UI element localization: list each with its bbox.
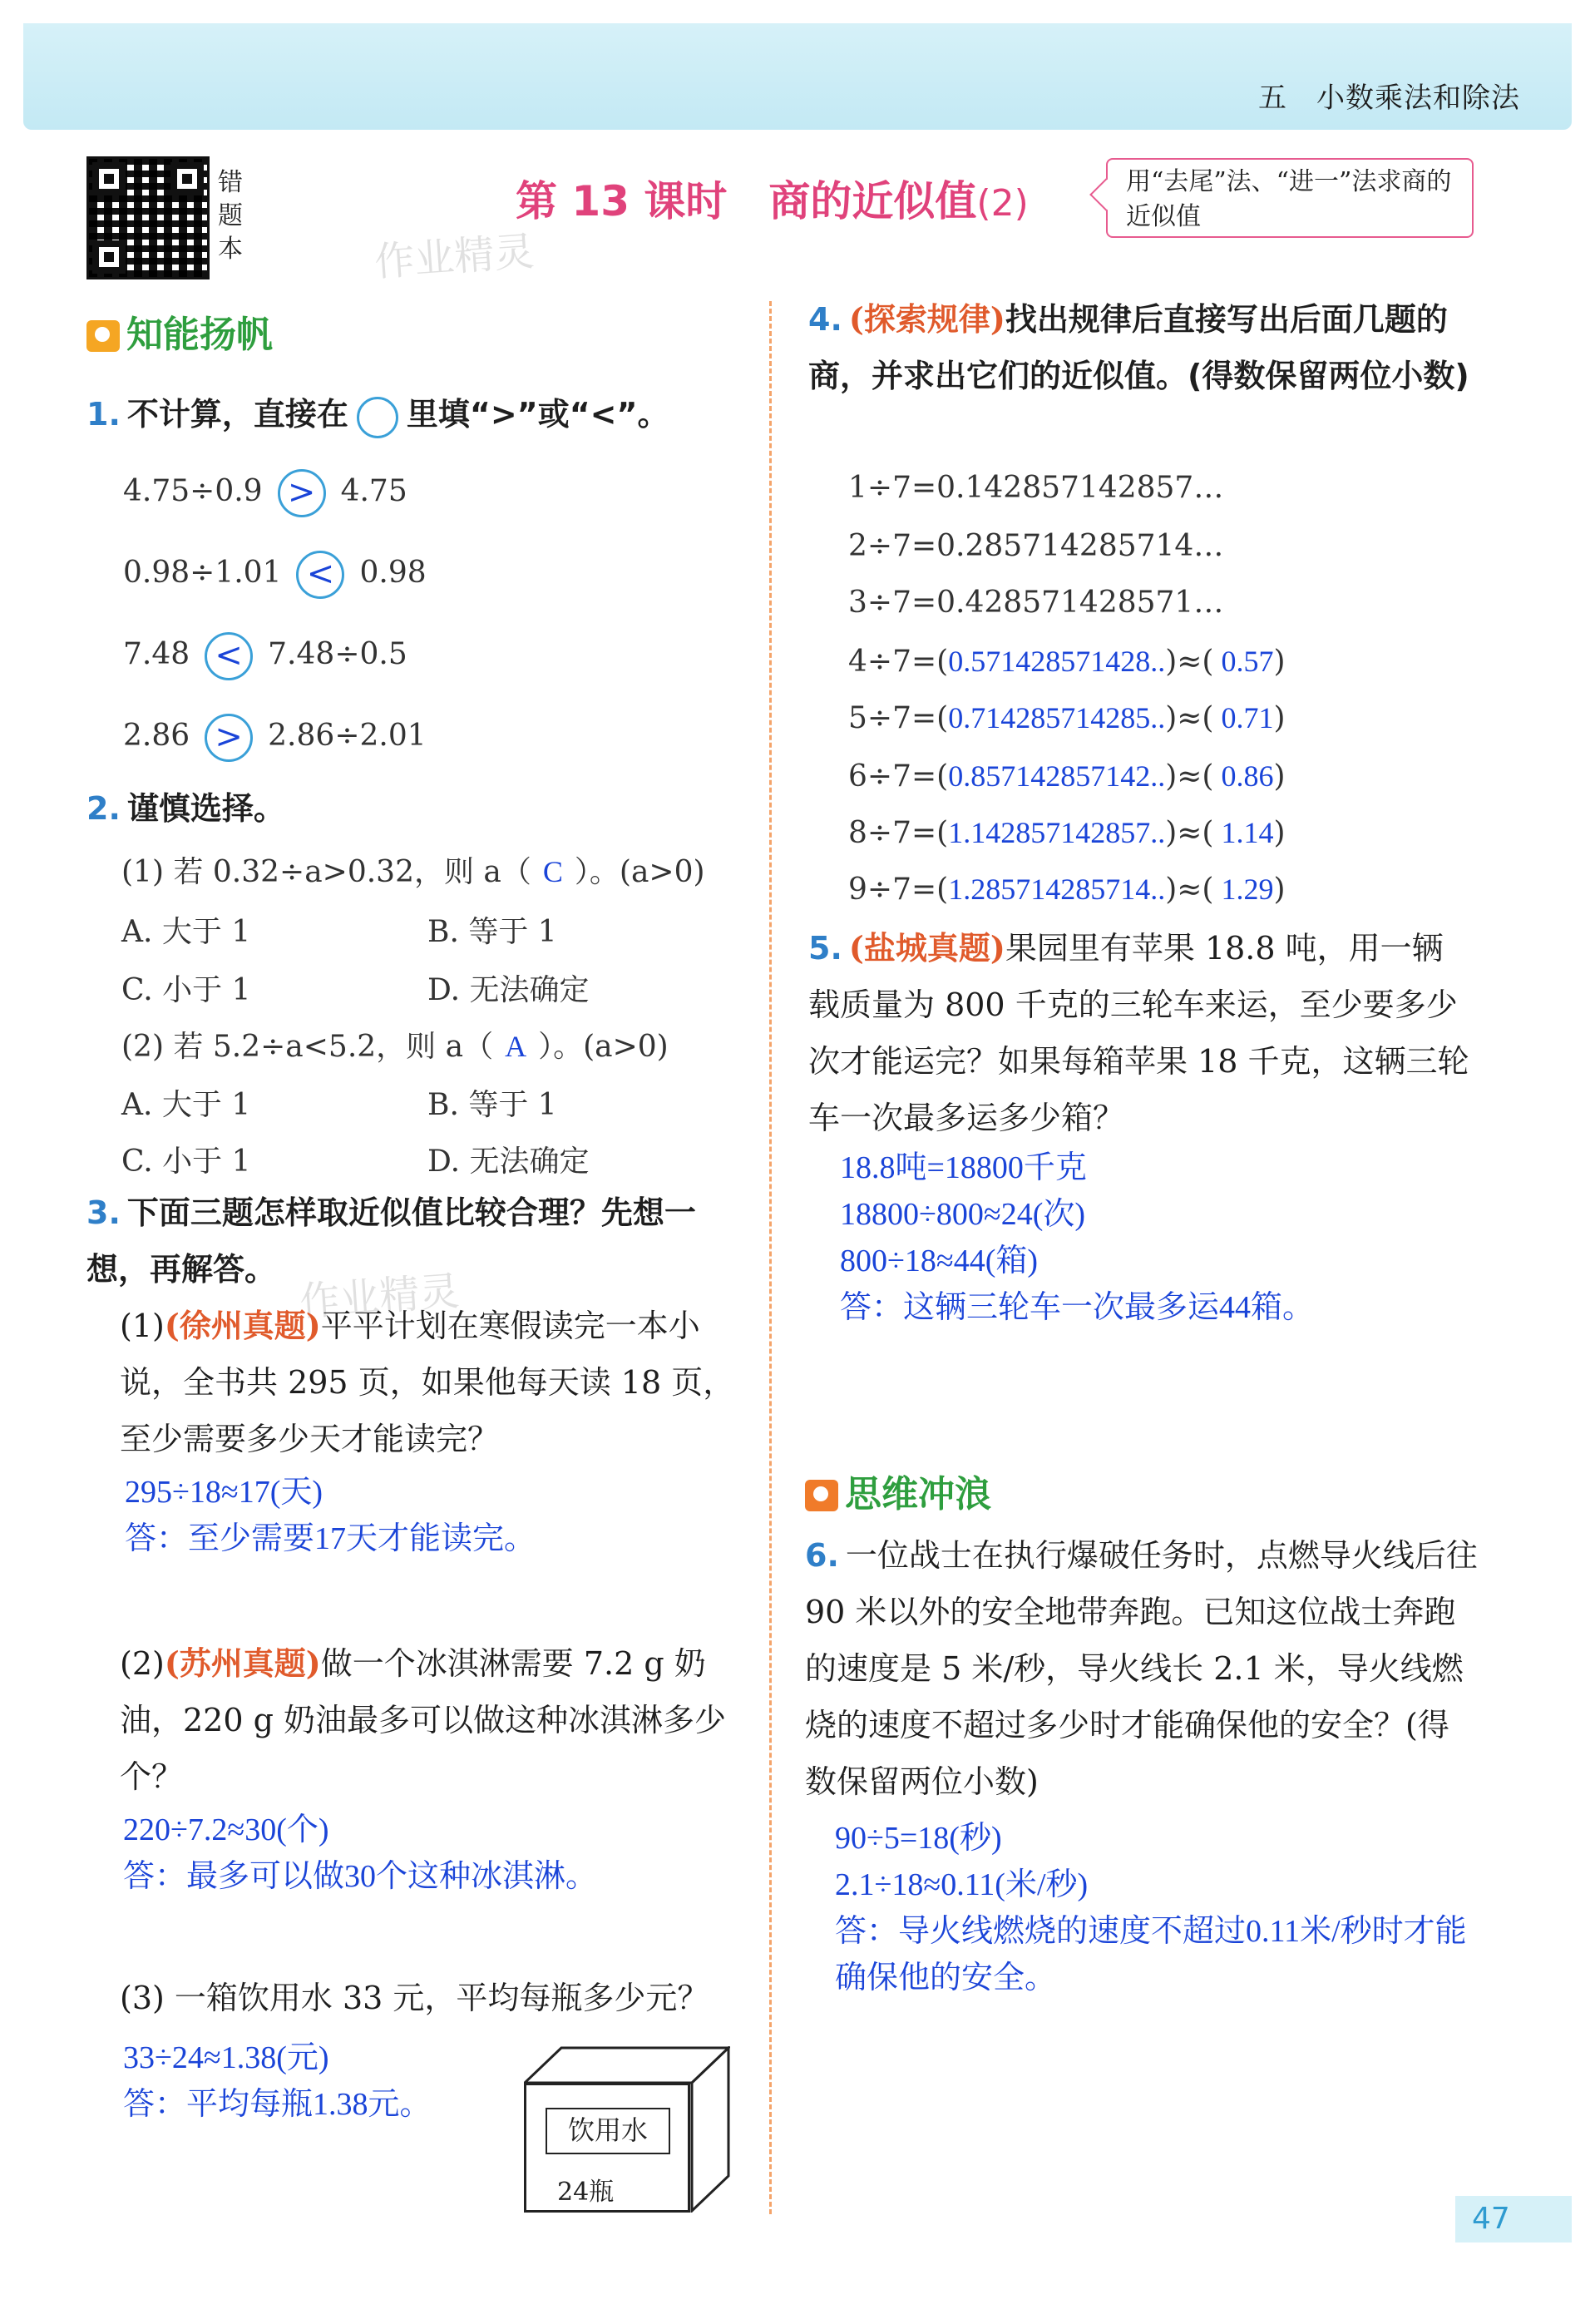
q3-p2 — [120, 1635, 735, 1805]
q2-p2-opt-c: C. 小于 1 — [121, 1145, 251, 1179]
q4-row-2-quotient: 0.714285714285.. — [948, 701, 1166, 734]
q2-p1-pre: (1) 若 0.32÷a>0.32，则 a（ — [121, 855, 531, 889]
q3-p3-answer — [123, 2035, 432, 2128]
q5-number: 5. — [808, 930, 842, 967]
sail-icon — [86, 320, 120, 352]
q2-p2-pre: (2) 若 5.2÷a<5.2，则 a（ — [121, 1030, 494, 1064]
q5-answer — [840, 1145, 1314, 1331]
q2-number: 2. — [86, 790, 121, 827]
tip-box: 用“去尾”法、“进一”法求商的近似值 — [1106, 158, 1474, 238]
lesson-title-sub: (2) — [976, 182, 1029, 225]
q1-row-2-right: 0.98 — [359, 556, 427, 590]
q4-row-3-post: ) — [1273, 759, 1286, 794]
q1-row-2-answer: < — [296, 551, 344, 599]
q4-row-4-mid: )≈( — [1165, 816, 1214, 850]
q3-number: 3. — [86, 1194, 121, 1231]
q1-row-1-answer: > — [278, 469, 326, 517]
q1-text: 不计算，直接在 — [126, 396, 348, 433]
column-divider — [769, 301, 772, 2214]
q5-answer-line-1: 18.8吨=18800千克 — [840, 1150, 1087, 1185]
q4-given-3: 3÷7=0.428571428571… — [848, 586, 1224, 620]
q3-p1 — [120, 1298, 735, 1467]
q4-number: 4. — [808, 301, 842, 338]
qr-code-icon[interactable] — [86, 156, 210, 279]
q3-p1-answer-line-1: 295÷18≈17(天) — [125, 1475, 323, 1510]
q4-row-5-mid: )≈( — [1165, 873, 1214, 907]
q1-row-3-answer: < — [205, 632, 253, 680]
q3-p2-answer-line-1: 220÷7.2≈30(个) — [123, 1812, 329, 1847]
q4-row-4-approx: 1.14 — [1213, 816, 1274, 849]
watermark-top: 作业精灵 — [373, 228, 536, 286]
q4-row-1-mid: )≈( — [1165, 645, 1214, 679]
q1-prompt — [86, 386, 752, 443]
q2-p1-opt-b: B. 等于 1 — [427, 915, 557, 949]
q1-row-2 — [123, 551, 427, 599]
q1-row-3 — [123, 632, 407, 680]
q1-row-4-right: 2.86÷2.01 — [268, 719, 427, 753]
q4-prompt — [808, 291, 1474, 404]
q2-p1-answer: C — [542, 855, 563, 888]
q3-p3-answer-line-1: 33÷24≈1.38(元) — [123, 2040, 329, 2075]
q4-row-1 — [848, 644, 1286, 679]
water-box-illustration — [524, 2046, 730, 2213]
watermark-mid: 作业精灵 — [298, 1268, 462, 1326]
q4-row-4 — [848, 815, 1286, 850]
q1-row-3-left: 7.48 — [123, 637, 190, 671]
q4-row-4-quotient: 1.142857142857.. — [948, 816, 1166, 849]
q3-p1-answer — [125, 1469, 536, 1562]
q2-p2 — [121, 1023, 669, 1066]
q4-source: (探索规律) — [848, 300, 1005, 338]
q5-prompt — [808, 920, 1474, 1146]
q2-p2-opt-b: B. 等于 1 — [427, 1088, 557, 1122]
q3-p1-label: (1) — [120, 1308, 165, 1344]
q4-row-4-post: ) — [1273, 816, 1286, 850]
section-head-1 — [86, 304, 273, 358]
q2-p1-opt-a: A. 大于 1 — [121, 915, 251, 949]
q6-answer — [835, 1815, 1467, 2001]
q5-answer-line-4: 答：这辆三轮车一次最多运44箱。 — [840, 1290, 1315, 1325]
q1-row-1-left: 4.75÷0.9 — [123, 474, 263, 508]
q4-row-5-quotient: 1.285714285714.. — [948, 873, 1166, 906]
q4-row-1-pre: 4÷7=( — [848, 645, 949, 679]
q3-p1-source: (徐州真题) — [164, 1307, 321, 1344]
q2-p1 — [121, 848, 705, 891]
q2-text: 谨慎选择。 — [126, 790, 285, 827]
q5-answer-line-3: 800÷18≈44(箱) — [840, 1244, 1039, 1278]
lesson-title-main: 第 13 课时 商的近似值 — [516, 177, 977, 225]
q4-row-4-pre: 8÷7=( — [848, 816, 949, 850]
q6-answer-line-2: 2.1÷18≈0.11(米/秒) — [835, 1867, 1089, 1902]
q2-p2-opt-d: D. 无法确定 — [427, 1145, 590, 1179]
q6-answer-line-1: 90÷5=18(秒) — [835, 1821, 1002, 1856]
q6-number: 6. — [805, 1537, 839, 1574]
q5-answer-line-2: 18800÷800≈24(次) — [840, 1197, 1086, 1232]
q4-row-5 — [848, 872, 1286, 907]
q2-p2-post: ）。(a>0) — [538, 1030, 669, 1064]
wave-icon — [805, 1480, 838, 1511]
section-2-label: 思维冲浪 — [845, 1473, 991, 1516]
q4-given-2: 2÷7=0.285714285714… — [848, 529, 1224, 563]
q4-row-5-approx: 1.29 — [1213, 873, 1274, 906]
lesson-title — [516, 168, 1029, 228]
q3-p2-answer — [123, 1807, 597, 1900]
q6-answer-line-4: 确保他的安全。 — [835, 1961, 1057, 1995]
q3-prompt — [86, 1184, 735, 1298]
q4-given-1: 1÷7=0.142857142857… — [848, 471, 1224, 505]
q4-text: 找出规律后直接写出后面几题的商，并求出它们的近似值。(得数保留两位小数) — [808, 301, 1469, 394]
q4-row-2-approx: 0.71 — [1213, 701, 1274, 734]
q4-row-1-post: ) — [1273, 645, 1286, 679]
q4-row-3-approx: 0.86 — [1213, 759, 1274, 793]
q3-p2-text: 做一个冰淇淋需要 7.2 g 奶油，220 g 奶油最多可以做这种冰淇淋多少个？ — [120, 1645, 727, 1795]
q4-row-3-mid: )≈( — [1165, 759, 1214, 794]
q4-row-2-pre: 5÷7=( — [848, 701, 949, 735]
box-count: 24瓶 — [557, 2178, 615, 2207]
q4-row-2-mid: )≈( — [1165, 701, 1214, 735]
section-head-2 — [805, 1464, 991, 1517]
q3-p2-label: (2) — [120, 1645, 165, 1682]
q3-p1-text: 平平计划在寒假读完一本小说，全书共 295 页，如果他每天读 18 页，至少需要多少天才能读完？ — [120, 1308, 735, 1457]
q1-row-3-right: 7.48÷0.5 — [268, 637, 407, 671]
q3-p3: (3) 一箱饮用水 33 元，平均每瓶多少元？ — [120, 1980, 709, 2016]
q4-row-5-post: ) — [1273, 873, 1286, 907]
q4-row-3 — [848, 759, 1286, 794]
q6-answer-line-3: 答：导火线燃烧的速度不超过0.11米/秒时才能 — [835, 1914, 1467, 1949]
blank-circle-icon — [357, 397, 398, 438]
q3-p2-source: (苏州真题) — [164, 1644, 321, 1682]
q1-row-4 — [123, 714, 427, 762]
q5-text: 果园里有苹果 18.8 吨，用一辆载质量为 800 千克的三轮车来运，至少要多少次才能运完？如果每箱苹果 18 千克，这辆三轮车一次最多运多少箱？ — [808, 930, 1469, 1136]
q1-number: 1. — [86, 396, 121, 433]
q4-row-3-quotient: 0.857142857142.. — [948, 759, 1166, 793]
qr-label: 错题本 — [218, 168, 243, 264]
q1-row-2-left: 0.98÷1.01 — [123, 556, 282, 590]
q3-p1-answer-line-2: 答：至少需要17天才能读完。 — [125, 1521, 536, 1556]
q2-p1-opt-d: D. 无法确定 — [427, 973, 590, 1007]
q2-p1-post: ）。(a>0) — [574, 855, 705, 889]
unit-label: 五 小数乘法和除法 — [1258, 82, 1520, 115]
q3-p2-answer-line-2: 答：最多可以做30个这种冰淇淋。 — [123, 1859, 598, 1894]
q2-p2-opt-a: A. 大于 1 — [121, 1088, 251, 1122]
q4-row-2 — [848, 700, 1286, 735]
box-label: 饮用水 — [546, 2108, 670, 2154]
q4-row-3-pre: 6÷7=( — [848, 759, 949, 794]
q2-prompt — [86, 780, 285, 837]
q4-row-1-approx: 0.57 — [1213, 645, 1274, 678]
q2-p2-answer: A — [505, 1030, 527, 1063]
q6-prompt — [805, 1527, 1479, 1810]
q4-row-2-post: ) — [1273, 701, 1286, 735]
q1-row-4-answer: > — [205, 714, 253, 762]
page-number: 47 — [1455, 2196, 1572, 2242]
q3-text: 下面三题怎样取近似值比较合理？先想一想，再解答。 — [86, 1194, 696, 1288]
q6-text: 一位战士在执行爆破任务时，点燃导火线后往 90 米以外的安全地带奔跑。已知这位战士奔跑的速度是 5 米/秒，导火线长 2.1 米，导火线燃烧的速度不超过多少时才能确保他的安全？(得数保留两位小数) — [805, 1537, 1478, 1800]
q5-source: (盐城真题) — [848, 929, 1005, 967]
q1-row-4-left: 2.86 — [123, 719, 190, 753]
q3-p3-answer-line-2: 答：平均每瓶1.38元。 — [123, 2087, 432, 2122]
q1-text2: 里填“>”或“<”。 — [406, 396, 669, 433]
section-1-label: 知能扬帆 — [126, 314, 273, 356]
q1-row-1-right: 4.75 — [340, 474, 407, 508]
q1-row-1 — [123, 469, 407, 517]
q2-p1-opt-c: C. 小于 1 — [121, 973, 251, 1007]
q4-row-5-pre: 9÷7=( — [848, 873, 949, 907]
q4-row-1-quotient: 0.571428571428.. — [948, 645, 1166, 678]
